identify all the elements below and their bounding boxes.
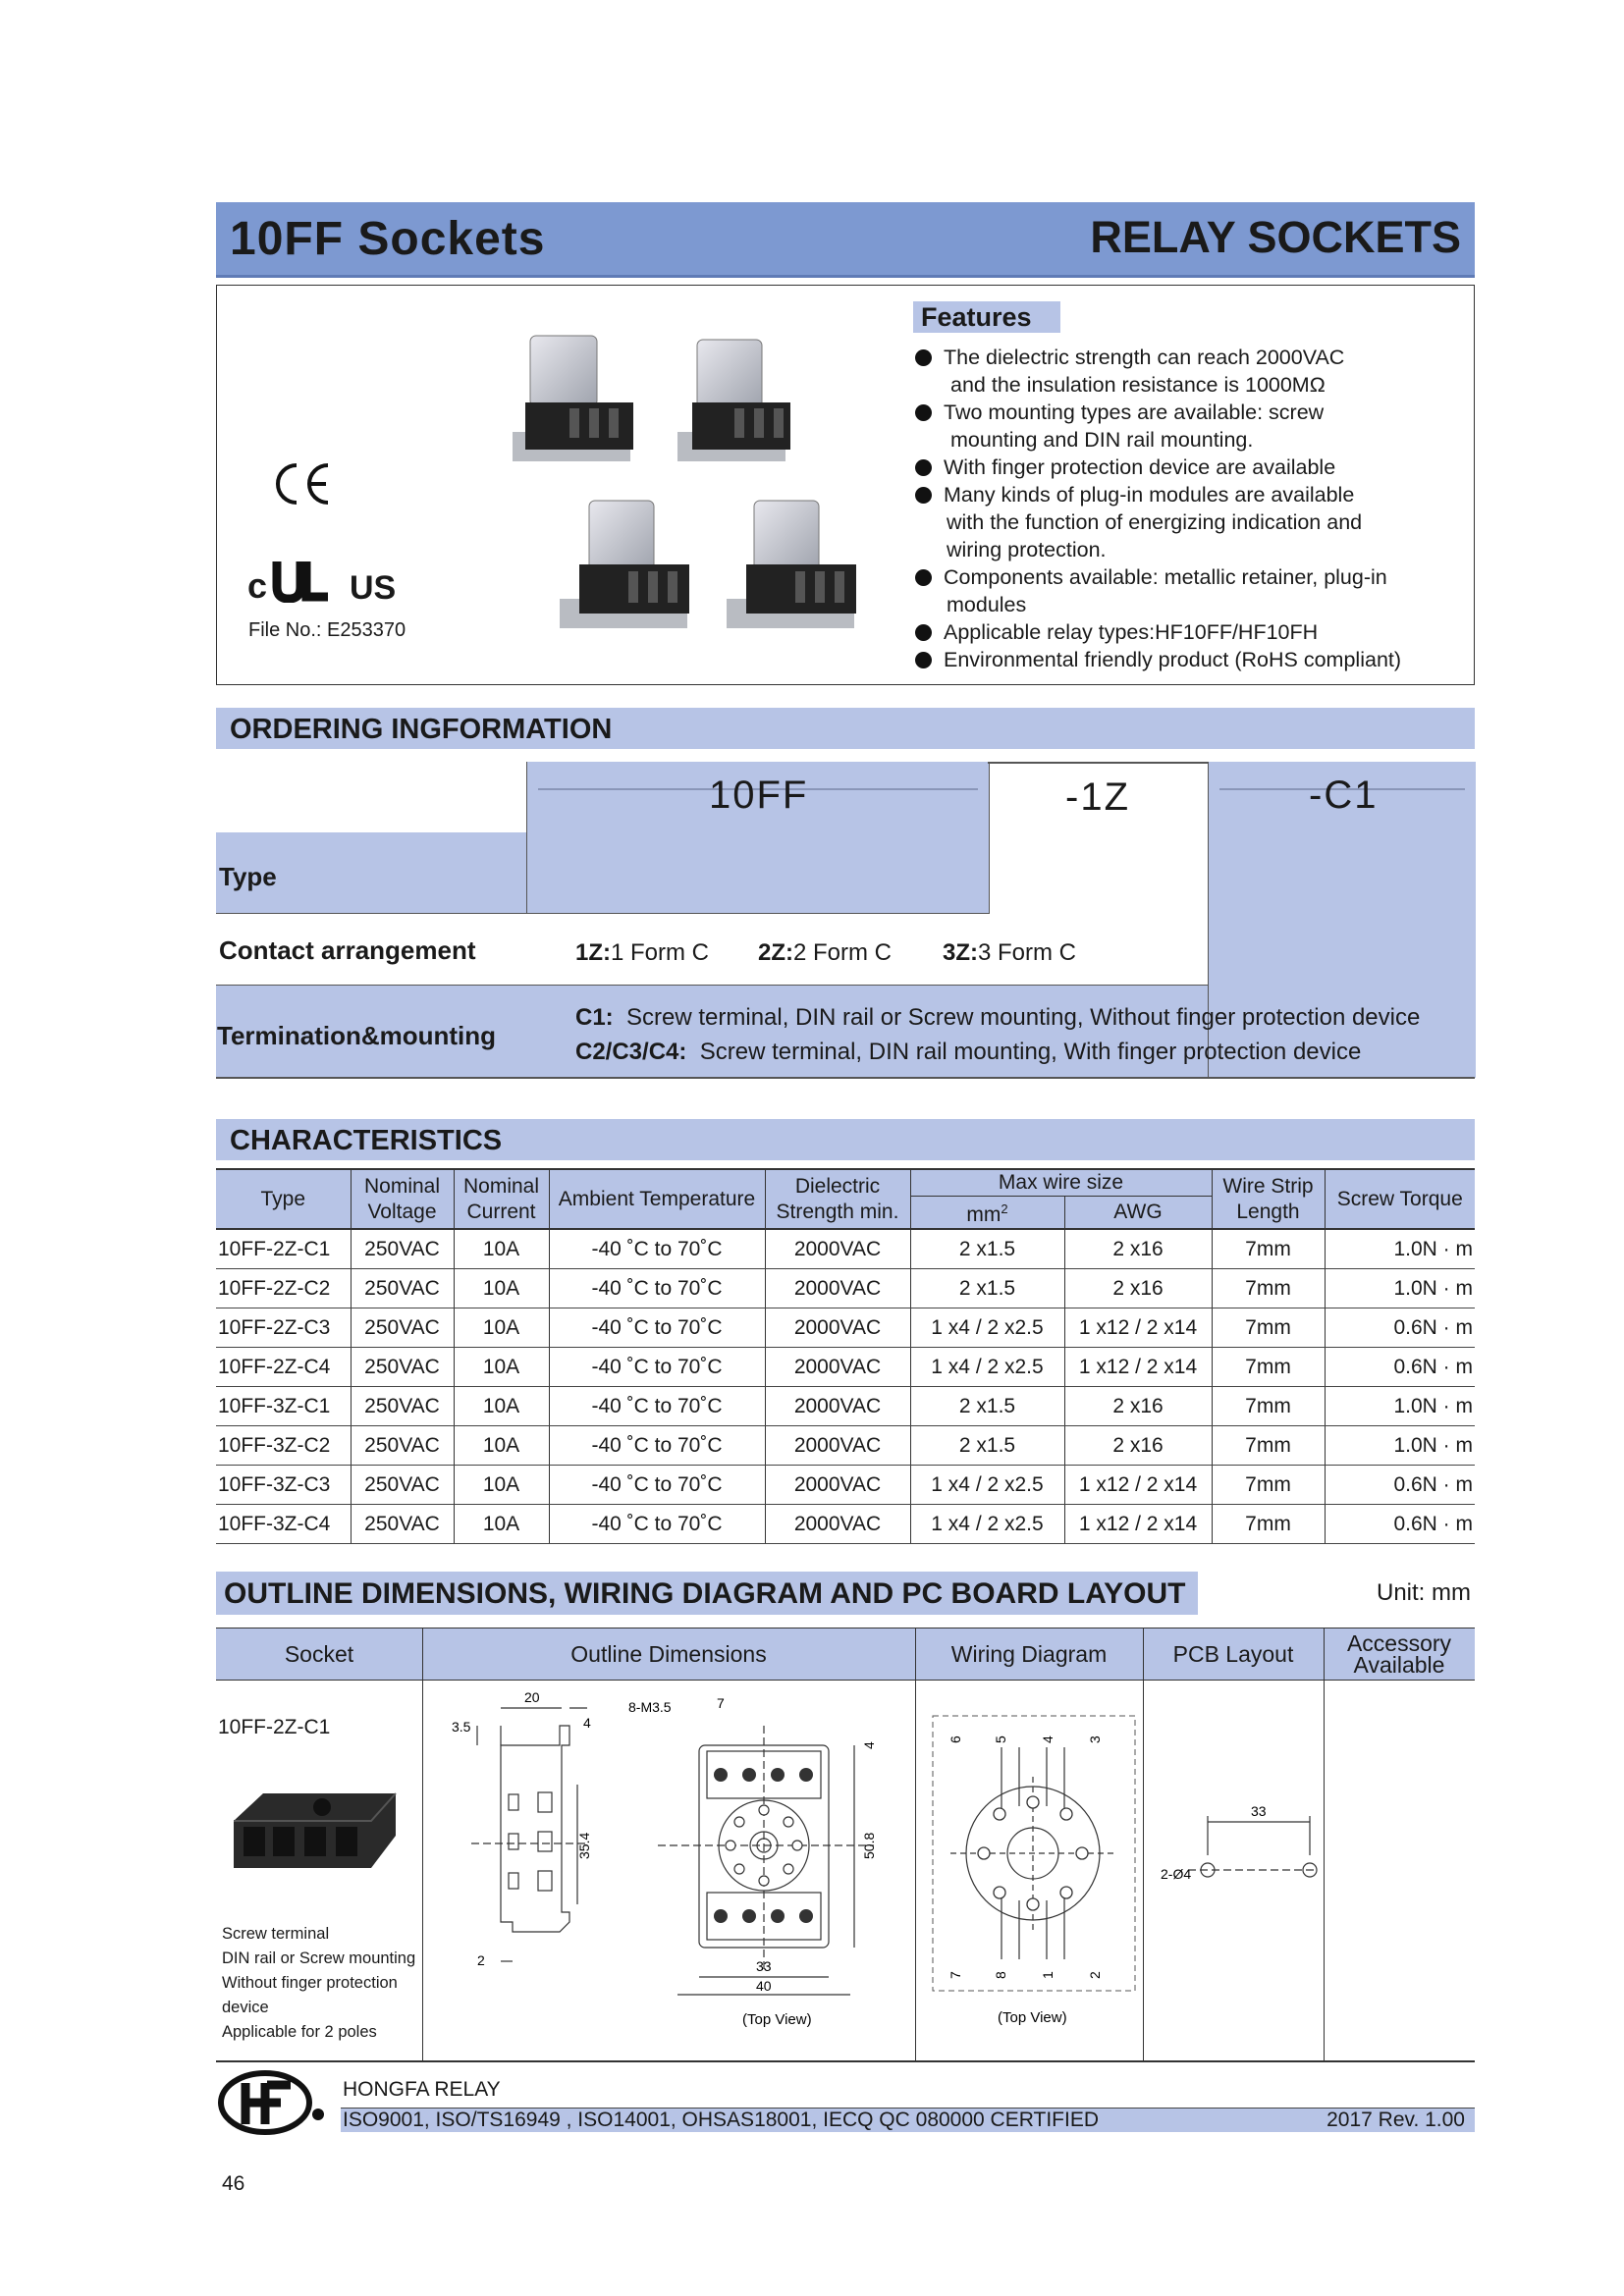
order-code-termination: -C1 [1309,774,1379,817]
col-strip-line1: Wire Strip [1222,1174,1314,1198]
table-cell: 10A [454,1387,549,1426]
wiring-pin-8: 8 [993,1971,1008,1979]
bullet-icon [915,404,932,421]
feature-text: Components available: metallic retainer, plug-in [944,565,1387,589]
pcb-layout-drawing [1149,1787,1321,1904]
characteristics-body [216,1229,1475,1544]
relay-photo-3 [560,501,689,628]
table-cell: 2 x1.5 [910,1269,1064,1308]
table-cell: 2 x1.5 [910,1387,1064,1426]
dim-top-inner: 33 [756,1958,772,1974]
socket-note: Screw terminal [222,1925,330,1943]
table-row [216,1348,1475,1387]
outline-heading-bar [216,1572,1475,1615]
table-cell: 10FF-3Z-C2 [216,1426,351,1466]
socket-note: DIN rail or Screw mounting [222,1949,416,1967]
table-cell: -40 ˚C to 70˚C [549,1426,765,1466]
table-cell: 250VAC [351,1229,454,1269]
dim-top-height: 50.8 [861,1832,877,1859]
table-cell: 10FF-2Z-C3 [216,1308,351,1348]
divider [915,1628,916,2061]
wiring-pin-2: 2 [1087,1971,1103,1979]
certifications: ISO9001, ISO/TS16949 , ISO14001, OHSAS18001, IECQ QC 080000 CERTIFIED [343,2109,1100,2131]
table-cell: 7mm [1212,1308,1325,1348]
socket-name: 10FF-2Z-C1 [218,1716,331,1738]
table-cell: 2000VAC [765,1505,910,1544]
contact-option-3 [943,939,1076,967]
ul-mark-icon [247,558,405,607]
feature-text: With finger protection device are available [944,455,1336,479]
table-row [216,1387,1475,1426]
table-cell: 250VAC [351,1387,454,1426]
table-cell: 10A [454,1426,549,1466]
table-cell: -40 ˚C to 70˚C [549,1269,765,1308]
table-row [216,1505,1475,1544]
col-current [454,1169,549,1229]
table-cell: 7mm [1212,1269,1325,1308]
ordering-heading: ORDERING INGFORMATION [216,708,1475,749]
feature-item [915,646,1401,673]
col-accessory [1324,1629,1475,1680]
col-accessory-line1: Accessory [1346,1630,1452,1656]
col-outline-dimensions: Outline Dimensions [570,1641,767,1667]
feature-item [915,481,1354,508]
contact-option-1-desc: 1 Form C [611,939,710,966]
table-cell: 1.0N · m [1325,1387,1475,1426]
table-cell: 1 x4 / 2 x2.5 [910,1308,1064,1348]
bullet-icon [915,487,932,504]
table-cell: 1.0N · m [1325,1426,1475,1466]
dim-top-right: 4 [861,1741,877,1749]
col-dielectric [765,1169,910,1229]
socket-note: device [222,1999,269,2016]
table-cell: -40 ˚C to 70˚C [549,1229,765,1269]
table-cell: -40 ˚C to 70˚C [549,1348,765,1387]
col-ambient: Ambient Temperature [549,1169,765,1229]
table-cell: 1 x4 / 2 x2.5 [910,1466,1064,1505]
col-max-wire: Max wire size [910,1169,1212,1197]
feature-text-continued: with the function of energizing indication and [947,510,1363,534]
dim-side-height: 35.4 [576,1832,592,1859]
ul-us-label: US [350,569,397,607]
features-heading: Features [913,301,1060,333]
bullet-icon [915,624,932,641]
table-cell: 0.6N · m [1325,1348,1475,1387]
table-cell: 2 x1.5 [910,1229,1064,1269]
feature-text: Applicable relay types:HF10FF/HF10FH [944,620,1319,644]
feature-text: Environmental friendly product (RoHS compliant) [944,648,1402,671]
outline-heading: OUTLINE DIMENSIONS, WIRING DIAGRAM AND PC BOARD LAYOUT [216,1572,1198,1615]
table-cell: 7mm [1212,1387,1325,1426]
wiring-pin-5: 5 [993,1735,1008,1743]
feature-text-continued: and the insulation resistance is 1000MΩ [950,373,1326,397]
contact-arrangement-label: Contact arrangement [219,935,476,965]
col-wiring-diagram: Wiring Diagram [950,1641,1108,1667]
outline-table-header [216,1628,1475,1681]
termination-option-2 [575,1039,1361,1066]
table-cell: 2 x1.5 [910,1426,1064,1466]
table-cell: 7mm [1212,1466,1325,1505]
outline-dimensions-drawing [442,1686,913,2040]
table-cell: 10A [454,1505,549,1544]
table-cell: 2000VAC [765,1387,910,1426]
table-row [216,1466,1475,1505]
col-strip-line2: Length [1236,1200,1300,1223]
ul-c-label: c [247,565,268,606]
feature-item [915,563,1387,591]
col-voltage [351,1169,454,1229]
relay-photo-1 [513,336,633,461]
dim-side-top: 20 [524,1689,540,1705]
dim-side-left: 3.5 [452,1719,471,1735]
feature-text: The dielectric strength can reach 2000VAC [944,346,1345,369]
col-mm2-sup: 2 [1001,1201,1008,1216]
table-cell: 10FF-2Z-C1 [216,1229,351,1269]
wiring-diagram [921,1708,1141,2032]
table-cell: 0.6N · m [1325,1466,1475,1505]
feature-text-continued: wiring protection. [947,538,1107,561]
table-cell: 7mm [1212,1229,1325,1269]
product-photo-group [501,324,874,658]
company-name: HONGFA RELAY [343,2078,501,2101]
type-label: Type [219,862,277,891]
col-current-line2: Current [466,1200,536,1223]
feature-item [915,399,1324,426]
table-cell: 1.0N · m [1325,1269,1475,1308]
table-cell: 10A [454,1348,549,1387]
feature-item [915,344,1344,371]
contact-option-2-desc: 2 Form C [793,939,893,966]
table-cell: 2 x16 [1064,1387,1212,1426]
table-cell: 10A [454,1466,549,1505]
table-cell: -40 ˚C to 70˚C [549,1466,765,1505]
table-cell: 1 x4 / 2 x2.5 [910,1505,1064,1544]
table-cell: 0.6N · m [1325,1308,1475,1348]
col-torque: Screw Torque [1325,1169,1475,1229]
table-cell: 10A [454,1229,549,1269]
divider [422,1628,423,2061]
title-bar [216,202,1475,278]
table-cell: 250VAC [351,1466,454,1505]
table-row [216,1269,1475,1308]
table-cell: 2 x16 [1064,1269,1212,1308]
contact-option-3-desc: 3 Form C [978,939,1077,966]
contact-option-1 [575,939,709,967]
order-code-type: 10FF [709,774,809,817]
termination-option-1-code: C1: [575,1004,614,1031]
table-cell: 2000VAC [765,1308,910,1348]
relay-photo-4 [727,501,856,628]
table-cell: 10FF-2Z-C2 [216,1269,351,1308]
table-cell: 10A [454,1308,549,1348]
table-cell: -40 ˚C to 70˚C [549,1387,765,1426]
table-cell: 1 x12 / 2 x14 [1064,1505,1212,1544]
feature-text: Two mounting types are available: screw [944,400,1325,424]
table-cell: 250VAC [351,1505,454,1544]
table-cell: 250VAC [351,1308,454,1348]
table-cell: 0.6N · m [1325,1505,1475,1544]
termination-option-1 [575,1004,1420,1032]
col-voltage-line2: Voltage [367,1200,437,1223]
dim-top-width: 40 [756,1978,772,1994]
table-cell: 10FF-3Z-C4 [216,1505,351,1544]
bullet-icon [915,349,932,366]
contact-option-2-code: 2Z: [758,939,793,966]
contact-option-2 [758,939,892,967]
characteristics-table [216,1168,1475,1544]
table-cell: 250VAC [351,1426,454,1466]
termination-option-2-desc: Screw terminal, DIN rail mounting, With finger protection device [699,1039,1362,1065]
col-awg: AWG [1064,1197,1212,1230]
col-current-line1: Nominal [462,1174,540,1198]
order-code-contact: -1Z [1065,775,1130,819]
category-title: RELAY SOCKETS [1090,212,1461,262]
ordering-code-rule [988,762,1208,764]
contact-option-3-code: 3Z: [943,939,978,966]
dim-side-right: 4 [583,1715,591,1731]
table-cell: 2 x16 [1064,1426,1212,1466]
outline-bottom-rule [216,2060,1475,2062]
table-row [216,1229,1475,1269]
wiring-pin-6: 6 [947,1735,963,1743]
table-cell: 1 x12 / 2 x14 [1064,1466,1212,1505]
col-voltage-line1: Nominal [363,1174,441,1198]
table-row [216,1426,1475,1466]
table-cell: 2000VAC [765,1269,910,1308]
hongfa-logo-icon [216,2069,334,2136]
file-number: File No.: E253370 [248,619,406,641]
table-cell: 10A [454,1269,549,1308]
termination-option-1-desc: Screw terminal, DIN rail or Screw mounting, Without finger protection device [626,1004,1421,1031]
ul-logo-icon [271,558,332,603]
revision: 2017 Rev. 1.00 [1326,2109,1465,2131]
table-cell: -40 ˚C to 70˚C [549,1505,765,1544]
table-cell: 1 x4 / 2 x2.5 [910,1348,1064,1387]
socket-note: Without finger protection [222,1974,398,1992]
table-cell: 2000VAC [765,1348,910,1387]
feature-item [915,454,1335,481]
contact-option-1-code: 1Z: [575,939,611,966]
table-cell: 10FF-2Z-C4 [216,1348,351,1387]
wiring-pin-3: 3 [1087,1735,1103,1743]
table-cell: 7mm [1212,1348,1325,1387]
termination-option-2-code: C2/C3/C4: [575,1039,687,1065]
table-cell: 1.0N · m [1325,1229,1475,1269]
wiring-pin-7: 7 [947,1971,963,1979]
table-cell: -40 ˚C to 70˚C [549,1308,765,1348]
dim-side-bottom: 2 [477,1952,485,1968]
col-socket: Socket [284,1641,354,1667]
col-accessory-line2: Available [1353,1652,1445,1678]
col-mm2-label: mm [966,1203,1001,1226]
col-dielectric-line1: Dielectric [794,1174,881,1198]
wiring-top-view-label: (Top View) [998,2009,1067,2026]
feature-text-continued: mounting and DIN rail mounting. [950,428,1254,452]
table-cell: 2000VAC [765,1466,910,1505]
col-mm2 [910,1197,1064,1230]
table-cell: 250VAC [351,1269,454,1308]
page-number: 46 [222,2172,245,2195]
unit-label: Unit: mm [1377,1579,1471,1606]
feature-text: Many kinds of plug-in modules are available [944,483,1355,507]
characteristics-heading: CHARACTERISTICS [216,1119,1475,1160]
ordering-bottom-rule [216,1077,1475,1079]
dim-top-screws: 8-M3.5 [628,1699,672,1715]
table-cell: 250VAC [351,1348,454,1387]
col-type: Type [216,1169,351,1229]
col-pcb-layout: PCB Layout [1172,1641,1294,1667]
relay-photo-2 [677,340,790,461]
wiring-pin-1: 1 [1040,1971,1056,1979]
footer-bar [341,2108,1475,2132]
feature-text-continued: modules [947,593,1027,616]
col-dielectric-line2: Strength min. [776,1200,899,1223]
socket-note: Applicable for 2 poles [222,2023,377,2041]
table-cell: 10FF-3Z-C1 [216,1387,351,1426]
table-cell: 1 x12 / 2 x14 [1064,1308,1212,1348]
col-strip [1212,1169,1325,1229]
feature-item [915,618,1318,646]
outline-top-view-label: (Top View) [742,2011,812,2028]
table-cell: 7mm [1212,1505,1325,1544]
divider [1324,1628,1325,2061]
page-title: 10FF Sockets [230,213,546,265]
socket-photo [224,1782,406,1875]
bullet-icon [915,459,932,476]
wiring-pin-4: 4 [1040,1735,1056,1743]
table-cell: 2000VAC [765,1426,910,1466]
table-cell: 1 x12 / 2 x14 [1064,1348,1212,1387]
divider [1143,1628,1144,2061]
table-cell: 2 x16 [1064,1229,1212,1269]
table-cell: 2000VAC [765,1229,910,1269]
pcb-holes: 2-Ø4 [1161,1866,1192,1882]
table-cell: 10FF-3Z-C3 [216,1466,351,1505]
table-row [216,1308,1475,1348]
dim-top-pitch: 7 [717,1695,725,1711]
termination-label: Termination&mounting [217,1021,497,1050]
bullet-icon [915,569,932,586]
bullet-icon [915,652,932,668]
ce-mark-icon [267,459,336,508]
pcb-spacing: 33 [1251,1803,1267,1819]
table-cell: 7mm [1212,1426,1325,1466]
